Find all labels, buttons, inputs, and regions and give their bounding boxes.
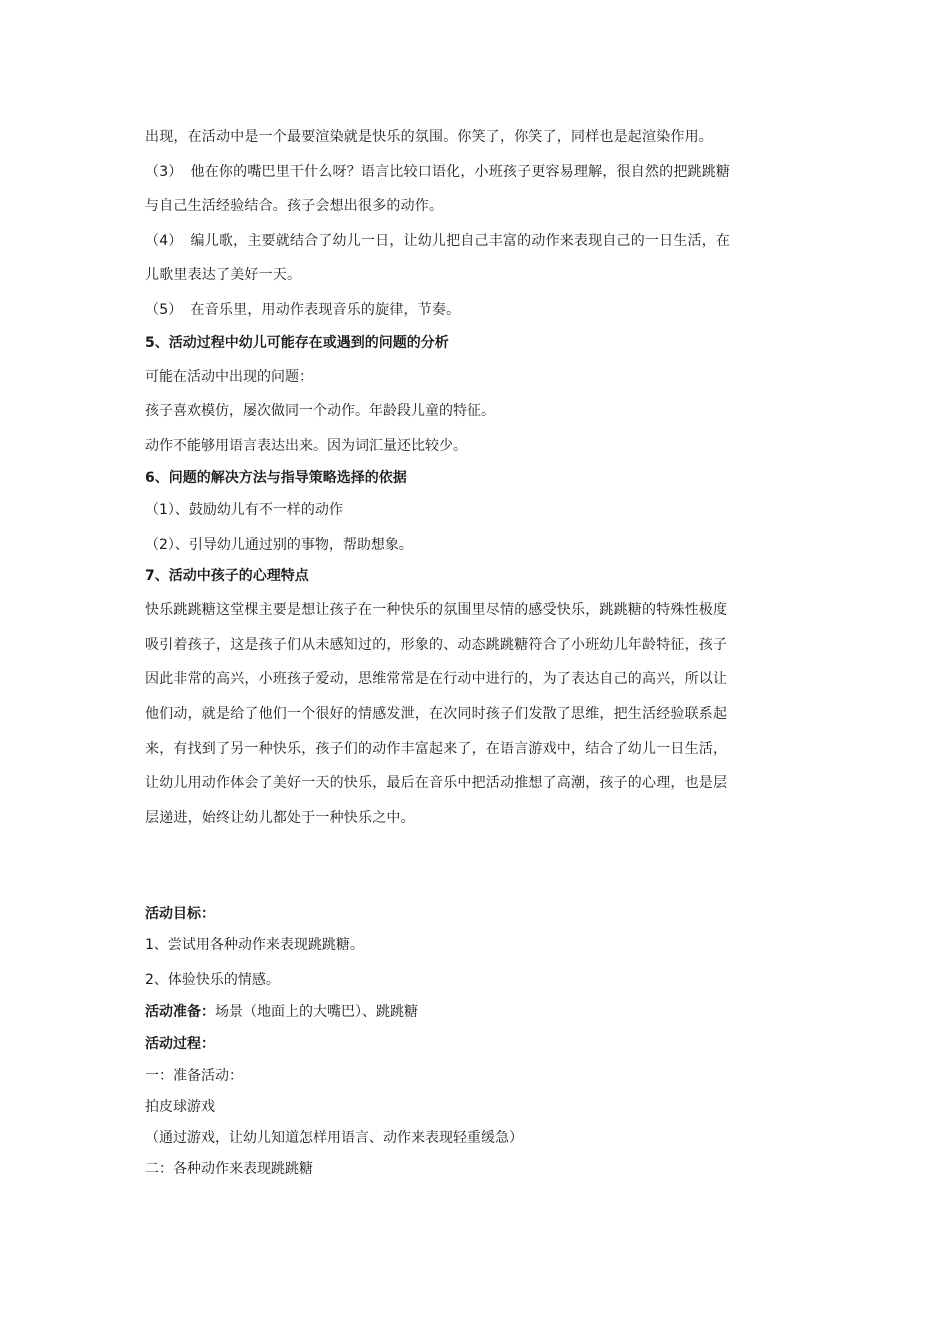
item-5-number: （5） — [145, 302, 183, 318]
section-7-para-line: 吸引着孩子，这是孩子们从未感知过的，形象的、动态跳跳糖符合了小班幼儿年龄特征，孩子 — [145, 637, 728, 653]
goal-1: 1、尝试用各种动作来表现跳跳糖。 — [145, 937, 364, 953]
preparation-text: 场景（地面上的大嘴巴）、跳跳糖 — [215, 1004, 418, 1020]
item-4-text: 编儿歌，主要就结合了幼儿一日，让幼儿把自己丰富的动作来表现自己的一日生活，在 — [190, 233, 731, 249]
item-4-line-1 — [145, 231, 815, 251]
item-4-number: （4） — [145, 233, 183, 249]
item-3-number: （3） — [145, 164, 183, 180]
item-3-line-2: 与自己生活经验结合。孩子会想出很多的动作。 — [145, 198, 444, 214]
section-7-para-line: 让幼儿用动作体会了美好一天的快乐，最后在音乐中把活动推想了高潮，孩子的心理，也是层 — [145, 775, 728, 791]
section-7-para-line: 来，有找到了另一种快乐，孩子们的动作丰富起来了，在语言游戏中，结合了幼儿一日生活， — [145, 741, 728, 757]
section-7-para-line: 因此非常的高兴，小班孩子爱动，思维常常是在行动中进行的，为了表达自己的高兴，所以让 — [145, 671, 728, 687]
step-1: 一：准备活动： — [145, 1068, 243, 1084]
section-5-heading: 5、活动过程中幼儿可能存在或遇到的问题的分析 — [145, 335, 449, 351]
section-6-line-1: （1）、鼓励幼儿有不一样的动作 — [145, 502, 343, 518]
section-7-heading: 7、活动中孩子的心理特点 — [145, 568, 309, 584]
goal-2: 2、体验快乐的情感。 — [145, 972, 280, 988]
step-1-game: 拍皮球游戏 — [145, 1099, 215, 1115]
section-7-para-line: 他们动，就是给了他们一个很好的情感发泄，在次同时孩子们发散了思维，把生活经验联系起 — [145, 706, 728, 722]
process-heading: 活动过程： — [145, 1036, 215, 1052]
goals-heading: 活动目标： — [145, 906, 215, 922]
section-5-line-2: 孩子喜欢模仿，屡次做同一个动作。年龄段儿童的特征。 — [145, 403, 495, 419]
item-3-line-1 — [145, 162, 815, 182]
item-4-line-2: 儿歌里表达了美好一天。 — [145, 267, 302, 283]
section-5-line-3: 动作不能够用语言表达出来。因为词汇量还比较少。 — [145, 438, 467, 454]
section-6-heading: 6、问题的解决方法与指导策略选择的依据 — [145, 470, 407, 486]
section-5-line-1: 可能在活动中出现的问题： — [145, 369, 313, 385]
section-7-para-line: 快乐跳跳糖这堂棵主要是想让孩子在一种快乐的氛围里尽情的感受快乐，跳跳糖的特殊性极度 — [145, 602, 728, 618]
preparation-line — [145, 1002, 815, 1022]
step-2: 二：各种动作来表现跳跳糖 — [145, 1161, 313, 1177]
item-5-text: 在音乐里，用动作表现音乐的旋律，节奏。 — [190, 302, 461, 318]
intro-line: 出现，在活动中是一个最要渲染就是快乐的氛围。你笑了，你笑了，同样也是起渲染作用。 — [145, 129, 713, 145]
preparation-label: 活动准备： — [145, 1004, 215, 1020]
step-1-note: （通过游戏，让幼儿知道怎样用语言、动作来表现轻重缓急） — [145, 1130, 523, 1146]
item-3-text: 他在你的嘴巴里干什么呀？语言比较口语化，小班孩子更容易理解，很自然的把跳跳糖 — [190, 164, 731, 180]
item-5-line-1 — [145, 300, 815, 320]
section-6-line-2: （2）、引导幼儿通过别的事物，帮助想象。 — [145, 537, 413, 553]
section-7-para-line: 层递进，始终让幼儿都处于一种快乐之中。 — [145, 810, 415, 826]
